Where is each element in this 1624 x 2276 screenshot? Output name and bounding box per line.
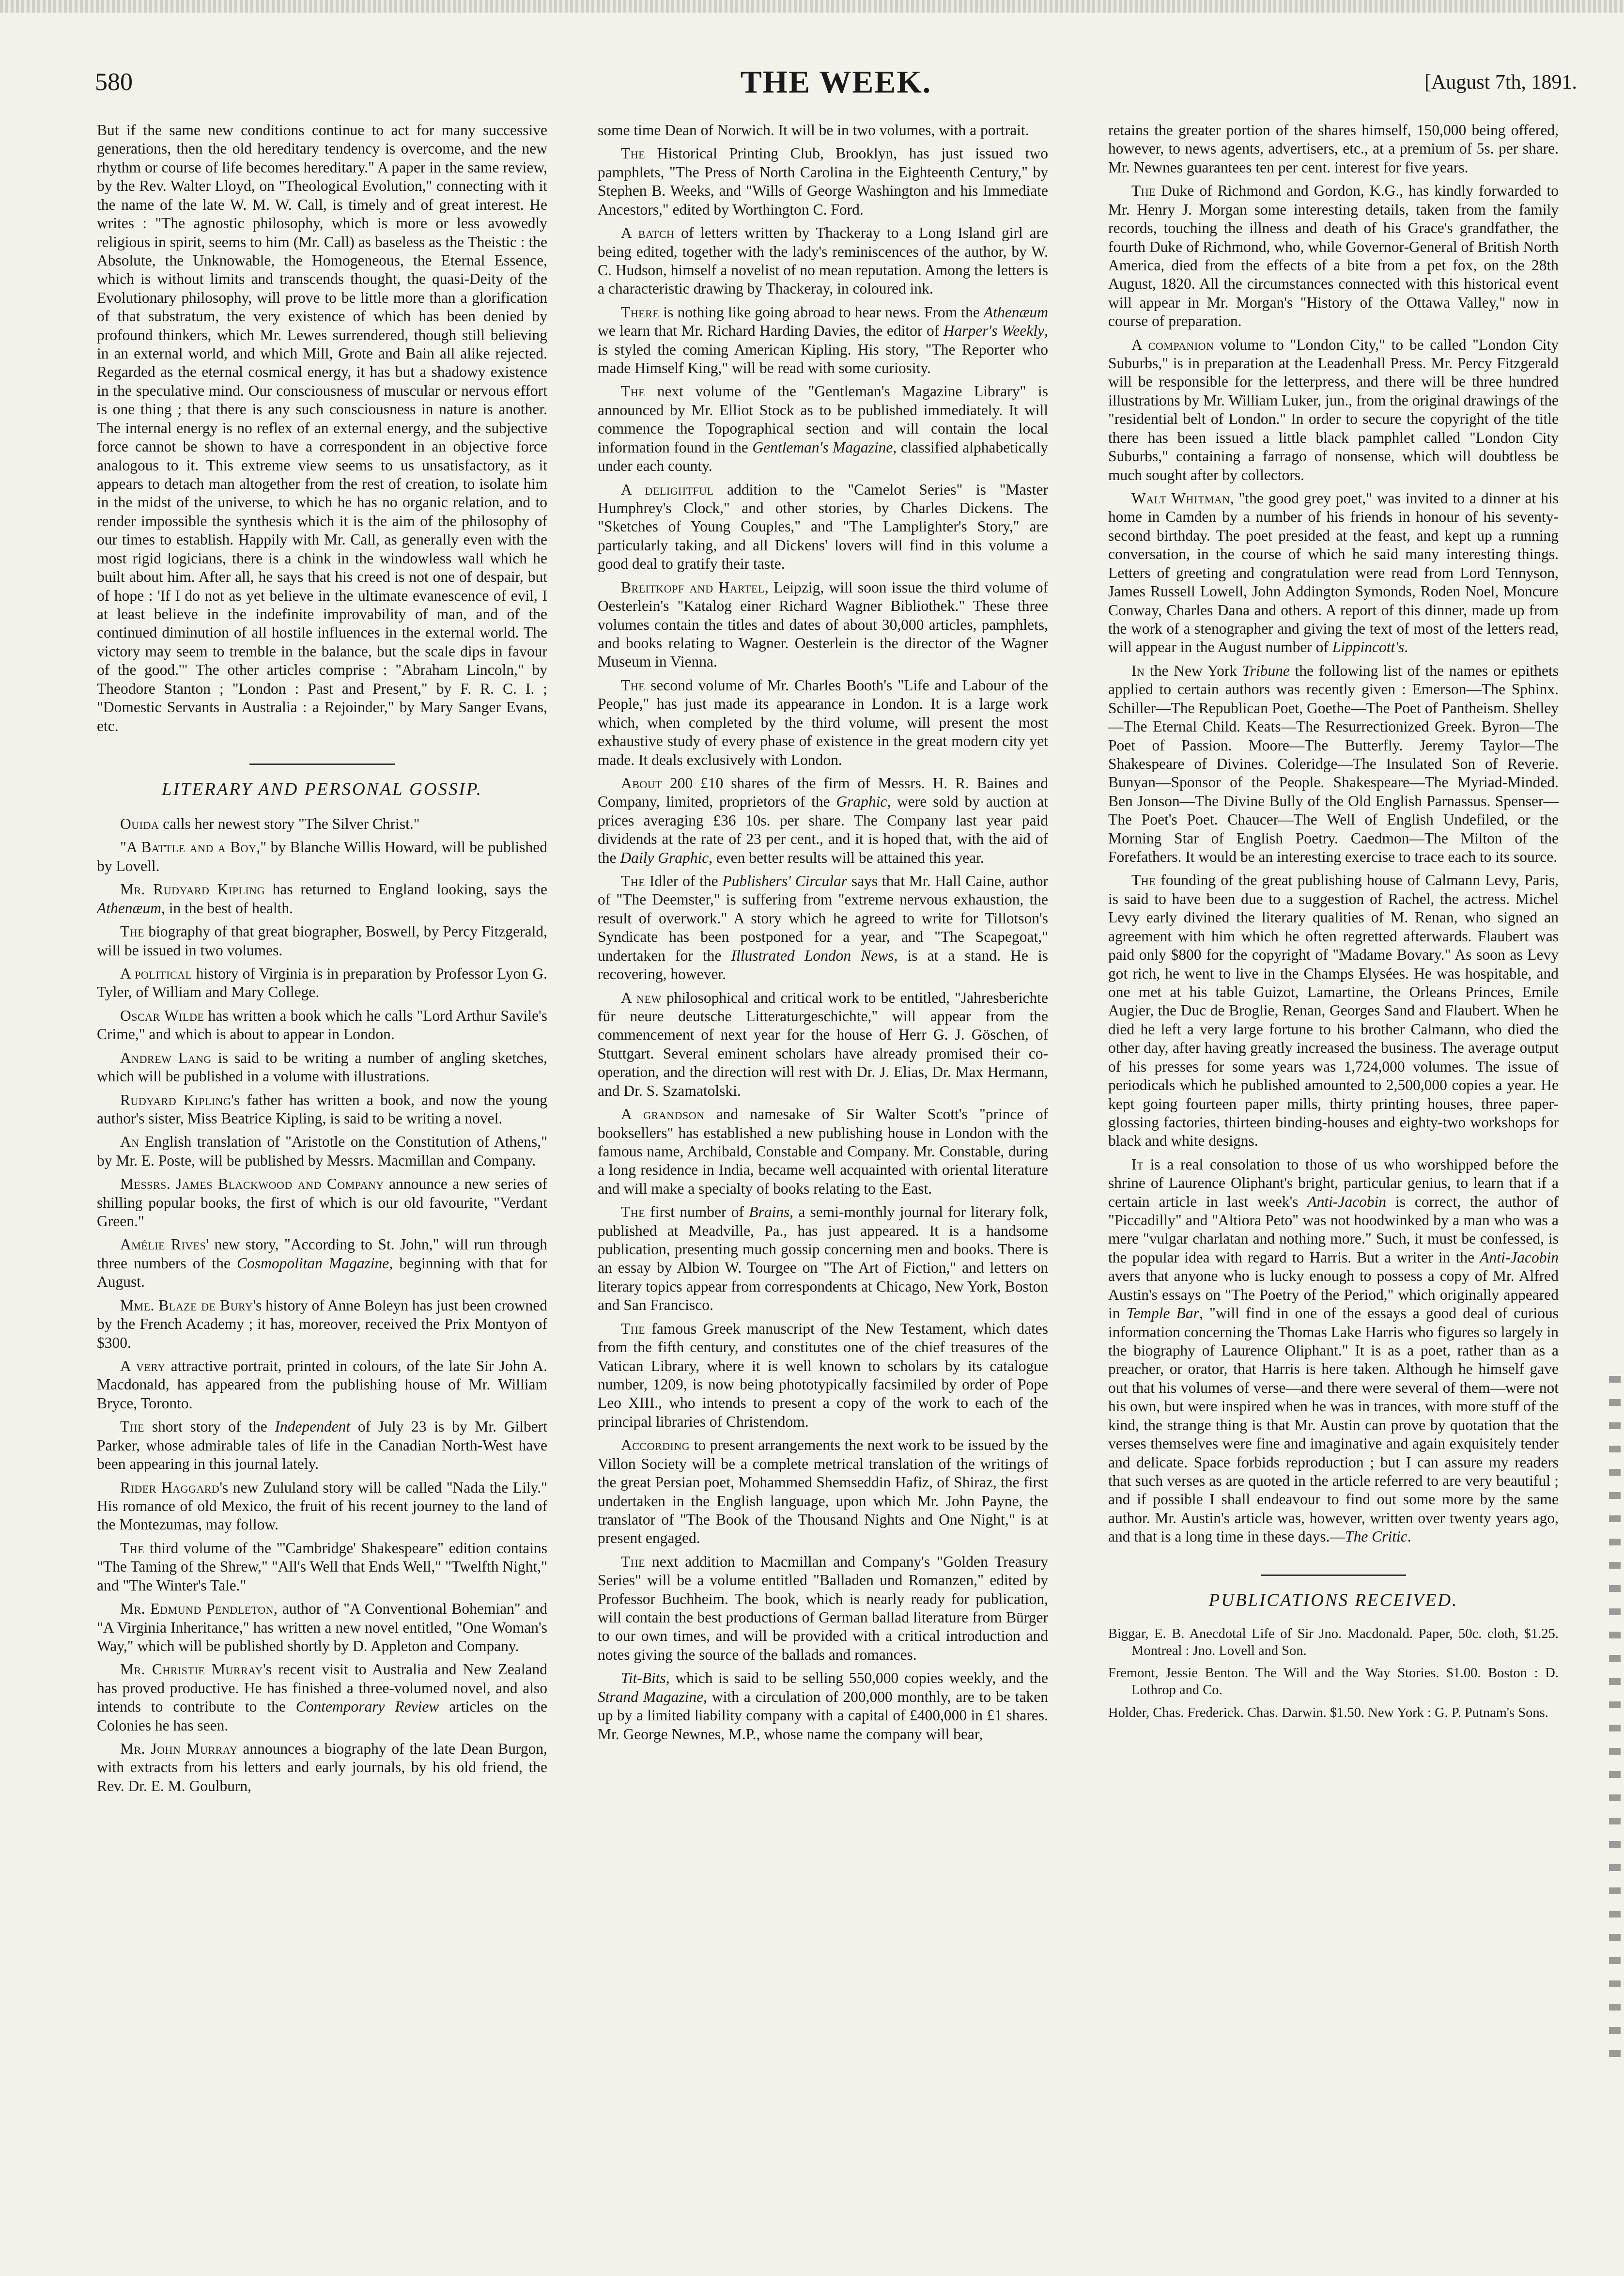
paragraph: retains the greater portion of the shares himself, 150,000 being offered, however, to news agents, advertisers, etc., at a premium of 5s. per share. Mr. Newnes guarantees ten per cent. interest for five years. (1108, 122, 1559, 176)
gossip-item: There is nothing like going abroad to hear news. From the Athenæum we learn that Mr. Richard Harding Davies, the editor of Harper's Weekly, is styled the coming American Kipling. His story, "The Reporter who made Himself King," will be read with some curiosity. (598, 303, 1048, 377)
gossip-item: The founding of the great publishing house of Calmann Levy, Paris, is said to have been due to a suggestion of Rachel, the actress. Michel Levy early divined the literary qualities of M. Renan, who signed an agreement with him which he often regretted afterwards. Flaubert was paid only $800 for the copyright of "Madame Bovary." As soon as Levy got rich, he went to live in the Champs Elysées. He was hospitable, and one met at his table Guizot, Lamartine, the Orleans Princes, Emile Augier, the Duc de Broglie, Renan, Georges Sand and Flaubert. When he died he left a very large fortune to his brother Calmann, who died the other day, after having greatly increased the business. The average output of his presses for some years was 1,724,000 volumes. The issue of periodicals which he published amounted to 2,500,000 copies a year. He kept going fourteen paper mills, thirty printing houses, three paper-glossing factories, thirteen binding-houses and eighty-two workshops for black and white designs. (1108, 872, 1559, 1150)
gossip-item: About 200 £10 shares of the firm of Messrs. H. R. Baines and Company, limited, proprietors of the Graphic, were sold by auction at prices averaging £36 10s. per share. The Company last year paid dividends at the rate of 23 per cent., and it is hoped that, with the aid of the Daily Graphic, even better results will be attained this year. (598, 774, 1048, 866)
section-title: LITERARY AND PERSONAL GOSSIP. (162, 779, 482, 799)
gossip-item: The biography of that great biographer, Boswell, by Percy Fitzgerald, will be issued in two volumes. (97, 923, 547, 959)
gossip-item: Tit-Bits, which is said to be selling 550,000 copies weekly, and the Strand Magazine, with a circulation of 200,000 monthly, are to be taken up by a limited liability company with a capital of £400,000 in £1 shares. Mr. George Newnes, M.P., whose name the company will bear, (598, 1669, 1048, 1743)
masthead-title: THE WEEK. (740, 64, 932, 100)
column-1 (97, 121, 547, 1800)
gossip-item: The short story of the Independent of July 23 is by Mr. Gilbert Parker, whose admirable tales of life in the Canadian North-West have been appearing in this journal lately. (97, 1418, 547, 1473)
paragraph: But if the same new conditions continue to act for many successive generations, then the old hereditary tendency is overcome, and the new rhythm or course of life becomes hereditary." A paper in the same review, by the Rev. Walter Lloyd, on "Theological Evolution," connecting with it the name of the late W. M. W. Call, is timely and of great interest. He writes : "The agnostic philosophy, which is more or less avowedly religious in spirit, seems to him (Mr. Call) as baseless as the Theistic : the Absolute, the Unknowable, the Homogeneous, the Eternal Essence, which is without limits and transcends thought, the quasi-Deity of the Evolutionary philosophy, will prove to be little more than a glorification of that substratum, the very existence of which has been denied by profound thinkers, which Mr. Lewes surrendered, though still believing in an external world, and which Mill, Grote and Bain all alike rejected. Regarded as the eternal cosmical energy, it has but a shadowy existence in the speculative mind. Our consciousness of muscular or nervous effort is one thing ; that there is any such consciousness in nature is another. The internal energy is no reflex of an external energy, and the subjective force cannot be shown to have a correspondent in an objective force analogous to it. This extreme view seems to us unsatisfactory, as it appears to detach man altogether from the rest of creation, to isolate him in the midst of the universe, to which he has no organic relation, and to render impossible the synthesis which it is the aim of the philosophy of our times to establish. Happily with Mr. Call, as generally even with the most rigid logicians, there is a chink in the windowless wall which he built about him. After all, he says that his creed is not one of despair, but of hope : 'If I do not as yet believe in the ultimate evanescence of evil, I at least believe in the indefinite improvability of man, and of the continued diminution of all hostile influences in the external world. The victory may seem to tremble in the balance, but the scale dips in favour of the good.'" The other articles comprise : "Abraham Lincoln," by Theodore Stanton ; "London : Past and Present," by F. R. C. I. ; "Domestic Servants in Australia : a Rejoinder," by Mary Sanger Evans, etc. (97, 122, 547, 734)
gossip-item: A batch of letters written by Thackeray to a Long Island girl are being edited, together with the lady's reminiscences of the author, by W. C. Hudson, himself a novelist of no mean reputation. Among the letters is a characteristic drawing by Thackeray, in coloured ink. (598, 224, 1049, 297)
gossip-item: Messrs. James Blackwood and Company announce a new series of shilling popular books, the first of which is our old favourite, "Verdant Green." (97, 1175, 547, 1230)
gossip-item: Mr. Edmund Pendleton, author of "A Conventional Bohemian" and "A Virginia Inheritance," has written a new novel entitled, "One Woman's Way," which will be published shortly by D. Appleton and Company. (97, 1600, 548, 1654)
gossip-item: It is a real consolation to those of us who worshipped before the shrine of Laurence Oliphant's bright, particular genius, to learn that if a certain article in last week's Anti-Jacobin is correct, the author of "Piccadilly" and "Altiora Peto" was not hoodwinked by a man who was a mere "vulgar charlatan and nothing more." Such, it must be confessed, is the popular idea with regard to Harris. But a writer in the Anti-Jacobin avers that anyone who is lucky enough to possess a copy of Mr. Alfred Austin's essays on "The Poetry of the Period," which originally appeared in Temple Bar, "will find in one of the essays a good deal of curious information concerning the Thomas Lake Harris who figures so largely in the biography of Laurence Oliphant." It is as a poet, rather than as a preacher, or orator, that Harris is here taken. Although he himself gave out that his volumes of verse—and there were several of them—were not his own, but were inspired when he was in trances, with more stuff of the kind, the strange thing is that Mr. Austin can prove by quotation that the verses themselves were fine and imaginative and again exquisitely tender and delicate. Space forbids reproduction ; but I can assure my readers that such verses as are quoted in the article referred to are very beautiful ; and if possible I shall endeavour to find out some more by the same author. Mr. Austin's article was, however, written over twenty years ago, and that is a long time in these days.—The Critic. (1108, 1155, 1559, 1545)
gossip-item: In the New York Tribune the following list of the names or epithets applied to certain authors was recently given : Emerson—The Sphinx. Schiller—The Republican Poet, Goethe—The Poet of Pantheism. Shelley—The Eternal Child. Keats—The Resurrectionized Greek. Byron—The Poet of Passion. Moore—The Butterfly. Jeremy Taylor—The Shakespeare of Divines. Coleridge—The Insulated Son of Reverie. Bunyan—Sponsor of the People. Shakespeare—The Myriad-Minded. Ben Jonson—The Divine Bully of the Old English Parnassus. Spenser—The Poet's Poet. Chaucer—The Well of English Undefiled, or the Morning Star of English Poetry. Caedmon—The Milton of the Forefathers. It would be an interesting exercise to trace each to its source. (1108, 662, 1559, 866)
gossip-item: The first number of Brains, a semi-monthly journal for literary folk, published at Meadville, Pa., has just appeared. It is a handsome publication, presenting much gossip concerning men and books. There is an essay by Albion W. Tourgee on "The Art of Fiction," and letters on literary topics appear from correspondents at Chicago, New York, Boston and San Francisco. (598, 1203, 1048, 1314)
gossip-item: Mme. Blaze de Bury's history of Anne Boleyn has just been crowned by the French Academy ; it has, moreover, received the Prix Montyon of $300. (97, 1296, 547, 1351)
paragraph: some time Dean of Norwich. It will be in two volumes, with a portrait. (598, 122, 1029, 139)
gossip-item: Mr. John Murray announces a biography of the late Dean Burgon, with extracts from his letters and early journals, by his old friend, the Rev. Dr. E. M. Goulburn, (97, 1740, 547, 1794)
page-edge-marks (1609, 1376, 1621, 2064)
gossip-item: The Duke of Richmond and Gordon, K.G., has kindly forwarded to Mr. Henry J. Morgan some interesting details, taken from the family records, touching the illness and death of his Grace's grandfather, the fourth Duke of Richmond, who, while Governor-General of British North America, died from the effects of a bite from a pet fox, on the 28th August, 1820. All the circumstances connected with this historical event will appear in Mr. Morgan's "History of the Ottawa Valley," now in course of preparation. (1108, 182, 1559, 330)
gossip-item: Mr. Christie Murray's recent visit to Australia and New Zealand has proved productive. He has finished a three-volumed novel, and also intends to contribute to the Contemporary Review articles on the Colonies he has seen. (97, 1661, 548, 1734)
gossip-item: A political history of Virginia is in preparation by Professor Lyon G. Tyler, of William and Mary College. (97, 965, 547, 1001)
page-header (95, 64, 1577, 116)
gossip-item: An English translation of "Aristotle on the Constitution of Athens," by Mr. E. Poste, will be published by Messrs. Macmillan and Company. (97, 1133, 547, 1169)
gossip-item: A grandson and namesake of Sir Walter Scott's "prince of booksellers" has established a new publishing house in London with the famous name, Archibald, Constable and Company. Mr. Constable, during a long residence in India, became well acquainted with oriental literature and will make a specialty of books relating to the East. (598, 1106, 1048, 1197)
publication-entry: Holder, Chas. Frederick. Chas. Darwin. $1.50. New York : G. P. Putnam's Sons. (1108, 1705, 1548, 1720)
section-title: PUBLICATIONS RECEIVED. (1208, 1590, 1458, 1610)
gossip-item: A companion volume to "London City," to be called "London City Suburbs," is in preparation at the Leadenhall Press. Mr. Percy Fitzgerald will be responsible for the letterpress, and there will be three hundred illustrations by Mr. William Luker, jun., from the original drawings of the "residential belt of London." In order to secure the copyright of the title there has been issued a little black pamphlet called "London City Suburbs," containing a farrago of nonsense, which will doubtless be much sought after by collectors. (1108, 336, 1559, 483)
column-3 (1108, 121, 1559, 1728)
gossip-item: The Idler of the Publishers' Circular says that Mr. Hall Caine, author of "The Deemster," is suffering from "extreme nervous exhaustion, the result of overwork." A story which he agreed to write for Tillotson's Syndicate has been postponed for a year, and "The Scapegoat," undertaken for the Illustrated London News, is at a stand. He is recovering, however. (598, 873, 1048, 983)
gossip-item: The next volume of the "Gentleman's Magazine Library" is announced by Mr. Elliot Stock as to be published immediately. It will commence the Topographical section and will contain the local information found in the Gentleman's Magazine, classified alphabetically under each county. (598, 383, 1048, 475)
gossip-item: The next addition to Macmillan and Company's "Golden Treasury Series" will be a volume entitled "Balladen und Romanzen," edited by Professor Buchheim. The book, which is nearly ready for publication, will contain the best productions of German ballad literature from Bürger to our own times, and will be provided with a critical introduction and notes giving the source of the ballads and romances. (598, 1553, 1048, 1663)
gossip-item: The third volume of the "'Cambridge' Shakespeare" edition contains "The Taming of the Shrew," "All's Well that Ends Well," "Twelfth Night," and "The Winter's Tale." (97, 1539, 547, 1594)
gossip-item: The Historical Printing Club, Brooklyn, has just issued two pamphlets, "The Press of North Carolina in the Eighteenth Century," by Stephen B. Weeks, and "Wills of George Washington and his Immediate Ancestors," edited by Worthington C. Ford. (598, 145, 1048, 218)
gossip-item: Rider Haggard's new Zululand story will be called "Nada the Lily." His romance of old Mexico, the fruit of his recent journey to the land of the Montezumas, may follow. (97, 1479, 547, 1533)
gossip-item: A new philosophical and critical work to be entitled, "Jahresberichte für neure deutsche Litteraturgeschichte," will appear from the commencement of next year for the house of Herr G. J. Göschen, of Stuttgart. Several eminent scholars have already promised their co-operation, and the direction will rest with Dr. J. Elias, Dr. Max Hermann, and Dr. S. Szamatolski. (598, 989, 1048, 1099)
gossip-item: Amélie Rives' new story, "According to St. John," will run through three numbers of the Cosmopolitan Magazine, beginning with that for August. (97, 1236, 547, 1291)
gossip-item: The famous Greek manuscript of the New Testament, which dates from the fifth century, and constitutes one of the chief treasures of the Vatican Library, where it is well known to scholars by its catalogue number, 1209, is now being phototypically facsimiled by order of Pope Leo XIII., who intends to present a copy of the work to each of the principal libraries of Christendom. (598, 1320, 1048, 1430)
gossip-item: According to present arrangements the next work to be issued by the Villon Society will be a complete metrical translation of the writings of the great Persian poet, Mohammed Shemseddin Hafiz, of Shiraz, the first undertaken in the English language, upon which Mr. John Payne, the translator of "The Book of the Thousand Nights and One Night," is at present engaged. (598, 1436, 1048, 1547)
page-number: 580 (95, 68, 133, 96)
gossip-item: Breitkopf and Hartel, Leipzig, will soon issue the third volume of Oesterlein's "Katalog einer Richard Wagner Bibliothek." These three volumes contain the titles and dates of about 30,000 articles, pamphlets, and books relating to Wagner. Oesterlein is the director of the Wagner Museum in Vienna. (598, 578, 1049, 670)
gossip-item: The second volume of Mr. Charles Booth's "Life and Labour of the People," has just made its appearance in London. It is a large work which, when completed by the third volume, will present the most exhaustive study of every phase of existence in the great modern city yet made. It deals exclusively with London. (598, 676, 1048, 768)
section-rule (249, 764, 395, 765)
issue-date: [August 7th, 1891. (1424, 71, 1577, 94)
section-rule (1261, 1574, 1406, 1576)
gossip-item: Ouida calls her newest story "The Silver Christ." (120, 815, 420, 833)
gossip-item: Mr. Rudyard Kipling has returned to England looking, says the Athenæum, in the best of health. (97, 881, 547, 917)
gossip-item: "A Battle and a Boy," by Blanche Willis Howard, will be published by Lovell. (97, 839, 547, 874)
gossip-item: A delightful addition to the "Camelot Series" is "Master Humphrey's Clock," and other stories, by Charles Dickens. The "Sketches of Young Couples," and "The Lamplighter's Story," are particularly taking, and all Dickens' lovers will find in this volume a good deal to gratify their taste. (598, 481, 1048, 573)
top-edge-mark (0, 0, 1624, 13)
column-2 (598, 121, 1048, 1748)
gossip-item: Andrew Lang is said to be writing a number of angling sketches, which will be published in a volume with illustrations. (97, 1049, 547, 1085)
publication-entry: Biggar, E. B. Anecdotal Life of Sir Jno. Macdonald. Paper, 50c. cloth, $1.25. Montreal : Jno. Lovell and Son. (1108, 1626, 1559, 1658)
gossip-item: A very attractive portrait, printed in colours, of the late Sir John A. Macdonald, has appeared from the publishing house of Mr. William Bryce, Toronto. (97, 1357, 548, 1412)
gossip-item: Walt Whitman, "the good grey poet," was invited to a dinner at his home in Camden by a number of his friends in honour of his seventy-second birthday. The poet presided at the feast, and kept up a running conversation, in the course of which he said many interesting things. Letters of greeting and congratulation were read from Lord Tennyson, James Russell Lowell, John Addington Symonds, Roden Noel, Moncure Conway, Charles Dana and others. A report of this dinner, made up from the work of a stenographer and giving the text of most of the letters read, will appear in the August number of Lippincott's. (1108, 490, 1559, 656)
gossip-item: Oscar Wilde has written a book which he calls "Lord Arthur Savile's Crime," and which is about to appear in London. (97, 1007, 547, 1043)
publication-entry: Fremont, Jessie Benton. The Will and the Way Stories. $1.00. Boston : D. Lothrop and Co. (1108, 1666, 1559, 1698)
gossip-item: Rudyard Kipling's father has written a book, and now the young author's sister, Miss Beatrice Kipling, is said to be writing a novel. (97, 1091, 547, 1127)
